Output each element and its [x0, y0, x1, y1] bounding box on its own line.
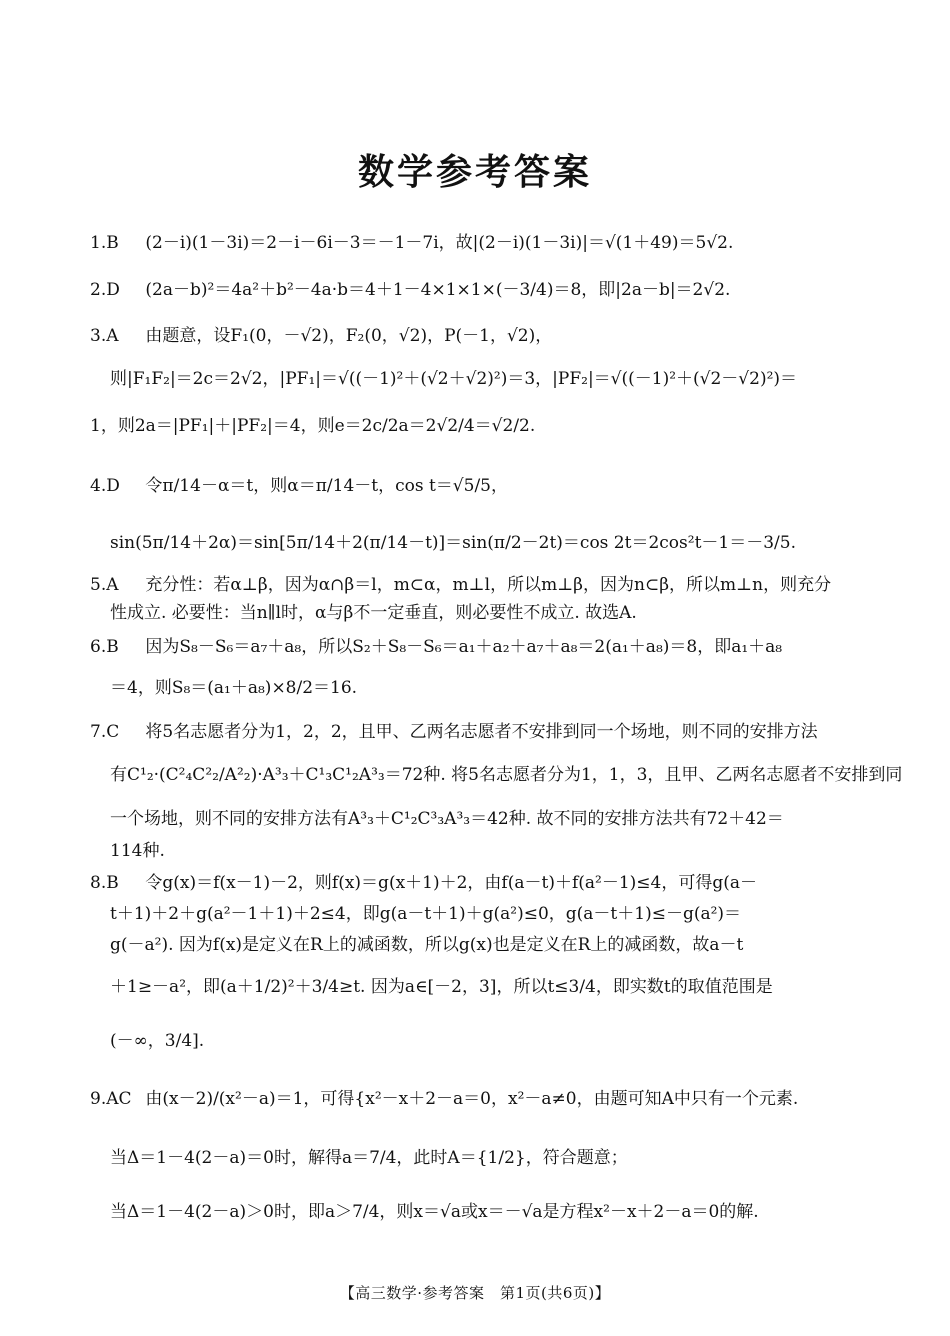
answer-2-line-1 [90, 279, 730, 301]
answer-9-line-2: 当Δ＝1－4(2－a)＝0时，解得a＝7/4，此时A＝{1/2}，符合题意； [110, 1148, 628, 1168]
answer-2-number: 2.D [90, 280, 120, 300]
answer-6-line-1 [90, 636, 782, 658]
answer-7-text: 将5名志愿者分为1，2，2，且甲、乙两名志愿者不安排到同一个场地，则不同的安排方法 [145, 722, 818, 742]
answer-1-number: 1.B [90, 233, 119, 253]
answer-8-line-4: ＋1≥－a²，即(a＋1/2)²＋3/4≥t. 因为a∈[－2，3]，所以t≤3/4，即实数t的取值范围是 [110, 977, 773, 997]
answer-8-line-2: t＋1)＋2＋g(a²－1＋1)＋2≤4，即g(a－t＋1)＋g(a²)≤0，g(a－t＋1)≤－g(a²)＝ [110, 904, 742, 924]
answer-2-text: (2a－b)²＝4a²＋b²－4a·b＝4＋1－4×1×1×(－3/4)＝8，即|2a－b|＝2√2. [145, 280, 731, 300]
answer-9-line-1 [90, 1088, 798, 1110]
answer-4-line-2: sin(5π/14＋2α)＝sin[5π/14＋2(π/14－t)]＝sin(π/2－2t)＝cos 2t＝2cos²t－1＝－3/5. [110, 533, 796, 553]
answer-5-text: 充分性：若α⊥β，因为α∩β＝l，m⊂α，m⊥l，所以m⊥β，因为n⊂β，所以m⊥n，则充分 [145, 575, 832, 595]
answer-3-text: 由题意，设F₁(0，－√2)，F₂(0，√2)，P(－1，√2)， [145, 326, 553, 346]
answer-8-line-1 [90, 872, 757, 894]
answer-5-line-1 [90, 574, 831, 596]
answer-9-text: 由(x－2)/(x²－a)＝1，可得{x²－x＋2－a＝0，x²－a≠0，由题可知A中只有一个元素. [145, 1089, 799, 1109]
page-title: 数学参考答案 [357, 152, 592, 193]
page-footer: 【高三数学·参考答案 第1页(共6页)】 [339, 1284, 611, 1302]
answer-1-line-1 [90, 232, 733, 254]
answer-7-line-3: 一个场地，则不同的安排方法有A³₃＋C¹₂C³₃A³₃＝42种. 故不同的安排方法共有72＋42＝ [110, 809, 784, 829]
answer-6-text: 因为S₈－S₆＝a₇＋a₈，所以S₂＋S₈－S₆＝a₁＋a₂＋a₇＋a₈＝2(a₁＋a₈)＝8，即a₁＋a₈ [145, 637, 783, 657]
answer-6-number: 6.B [90, 637, 119, 657]
answer-3-line-3: 1，则2a＝|PF₁|＋|PF₂|＝4，则e＝2c/2a＝2√2/4＝√2/2. [90, 416, 536, 436]
answer-1-text: (2－i)(1－3i)＝2－i－6i－3＝－1－7i，故|(2－i)(1－3i)|＝√(1＋49)＝5√2. [145, 233, 734, 253]
answer-9-line-3: 当Δ＝1－4(2－a)＞0时，即a＞7/4，则x＝√a或x＝－√a是方程x²－x＋2－a＝0的解. [110, 1202, 759, 1222]
answer-7-number: 7.C [90, 722, 120, 742]
answer-5-line-2: 性成立. 必要性：当n∥l时，α与β不一定垂直，则必要性不成立. 故选A. [110, 603, 637, 623]
answer-8-line-3: g(－a²). 因为f(x)是定义在R上的减函数，所以g(x)也是定义在R上的减函数，故a－t [110, 935, 744, 955]
answer-8-number: 8.B [90, 873, 119, 893]
answer-7-line-2: 有C¹₂·(C²₄C²₂/A²₂)·A³₃＋C¹₃C¹₂A³₃＝72种. 将5名志愿者分为1，1，3，且甲、乙两名志愿者不安排到同 [110, 765, 903, 785]
answer-8-line-5: (－∞，3/4]. [110, 1031, 205, 1051]
answer-5-number: 5.A [90, 575, 119, 595]
answer-9-number: 9.AC [90, 1089, 132, 1109]
answer-7-line-1 [90, 721, 818, 743]
answer-7-line-4: 114种. [110, 841, 165, 861]
answer-4-text: 令π/14－α＝t，则α＝π/14－t，cos t＝√5/5， [145, 476, 509, 496]
answer-4-line-1 [90, 475, 508, 497]
answer-3-line-2: 则|F₁F₂|＝2c＝2√2，|PF₁|＝√((－1)²＋(√2＋√2)²)＝3，|PF₂|＝√((－1)²＋(√2－√2)²)＝ [110, 369, 798, 389]
answer-6-line-2: ＝4，则S₈＝(a₁＋a₈)×8/2＝16. [110, 678, 358, 698]
answer-3-line-1 [90, 325, 552, 347]
answer-4-number: 4.D [90, 476, 120, 496]
answer-3-number: 3.A [90, 326, 119, 346]
answer-8-text: 令g(x)＝f(x－1)－2，则f(x)＝g(x＋1)＋2，由f(a－t)＋f(a²－1)≤4，可得g(a－ [145, 873, 757, 893]
